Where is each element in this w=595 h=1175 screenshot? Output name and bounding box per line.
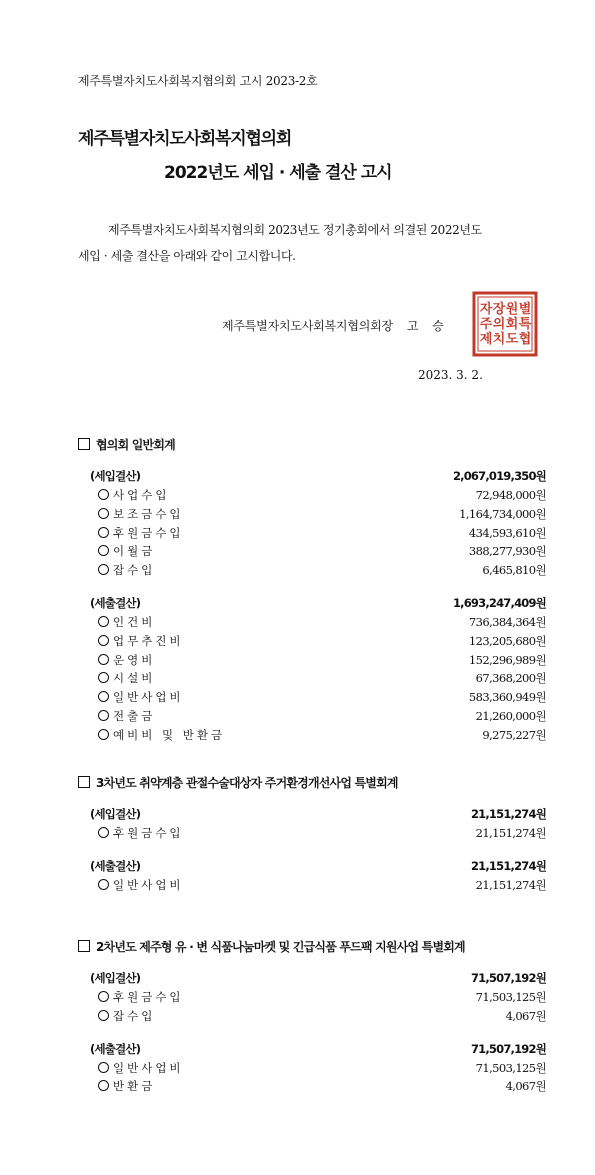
circle-bullet-icon <box>98 710 109 721</box>
line-item-amount: 6,465,810원 <box>482 563 546 578</box>
circle-bullet-icon <box>98 879 109 890</box>
line-item-amount: 72,948,000원 <box>475 488 546 502</box>
circle-bullet-icon <box>98 545 109 556</box>
line-item-amount: 9,275,227원 <box>482 727 546 742</box>
line-item <box>90 614 155 630</box>
line-item-amount: 71,503,125원 <box>475 990 546 1004</box>
line-item-amount: 71,503,125원 <box>475 1060 546 1075</box>
group-label: (세출결산) <box>90 596 141 610</box>
line-item <box>90 525 184 541</box>
seal-char: 회 <box>505 317 519 332</box>
notice-date: 2023. 3. 2. <box>418 368 483 382</box>
line-item-amount: 434,593,610원 <box>468 525 546 540</box>
circle-bullet-icon <box>98 991 109 1002</box>
line-item-label: 반환금 <box>113 1079 156 1094</box>
line-item <box>90 727 225 743</box>
group-total-row <box>90 969 546 987</box>
circle-bullet-icon <box>98 527 109 538</box>
circle-bullet-icon <box>98 672 109 683</box>
seal-char: 의 <box>492 317 506 332</box>
line-item <box>90 1078 155 1094</box>
line-item <box>90 825 184 841</box>
intro-line-2: 세입 · 세출 결산을 아래와 같이 고시합니다. <box>78 249 296 263</box>
line-item-amount: 4,067원 <box>505 1008 546 1023</box>
line-item-row <box>90 486 546 504</box>
seal-char: 주 <box>479 317 493 332</box>
seal-char: 자 <box>479 302 493 317</box>
seal-char: 별 <box>518 302 532 317</box>
circle-bullet-icon <box>98 729 109 740</box>
intro-line-1: 제주특별자치도사회복지협의회 2023년도 정기총회에서 의결된 2022년도 <box>108 223 482 237</box>
line-item-label: 예비비 및 반환금 <box>113 727 226 742</box>
official-seal-icon <box>472 291 538 357</box>
line-item-label: 후원금수입 <box>113 826 184 840</box>
circle-bullet-icon <box>98 635 109 646</box>
circle-bullet-icon <box>98 489 109 500</box>
section-title: 3차년도 취약계층 관절수술대상자 주거환경개선사업 특별회계 <box>96 776 398 790</box>
group-label: (세출결산) <box>90 1041 141 1056</box>
seal-char: 제 <box>479 332 493 347</box>
line-item-amount: 21,151,274원 <box>475 826 546 840</box>
line-item-row <box>90 632 546 650</box>
line-item-label: 시설비 <box>113 671 156 686</box>
circle-bullet-icon <box>98 1010 109 1021</box>
line-item-label: 후원금수입 <box>113 990 184 1004</box>
line-item <box>90 1008 155 1024</box>
line-item <box>90 708 155 724</box>
line-item <box>90 989 184 1005</box>
line-item <box>90 562 155 578</box>
line-item-label: 일반사업비 <box>113 1060 184 1075</box>
line-item-label: 업무추진비 <box>113 633 184 648</box>
circle-bullet-icon <box>98 827 109 838</box>
line-item-row <box>90 1059 546 1077</box>
group-total-row <box>90 467 546 485</box>
line-item-label: 인건비 <box>113 615 156 629</box>
signer-given-name: 승 <box>432 319 444 333</box>
signer-surname: 고 <box>406 319 419 333</box>
line-item-row <box>90 1077 546 1095</box>
line-item-row <box>90 688 546 706</box>
circle-bullet-icon <box>98 654 109 665</box>
line-item-label: 운영비 <box>113 652 156 667</box>
line-item-row <box>90 651 546 669</box>
line-item <box>90 1060 184 1076</box>
signer-title: 제주특별자치도사회복지협의회장 <box>222 319 393 333</box>
checkbox-square-icon <box>78 776 90 788</box>
line-item-row <box>90 707 546 725</box>
section-heading <box>78 774 398 791</box>
group-label: (세출결산) <box>90 858 141 873</box>
line-item-amount: 21,260,000원 <box>475 709 546 723</box>
circle-bullet-icon <box>98 616 109 627</box>
line-item-amount: 152,296,989원 <box>468 652 546 667</box>
circle-bullet-icon <box>98 508 109 519</box>
group-label: (세입결산) <box>90 971 141 985</box>
line-item <box>90 543 155 559</box>
document-title-main: 2022년도 세입 · 세출 결산 고시 <box>164 163 392 183</box>
line-item <box>90 877 184 893</box>
line-item-label: 이월금 <box>113 544 156 559</box>
signer <box>222 317 444 334</box>
line-item <box>90 633 184 649</box>
section-heading <box>78 938 465 955</box>
document-title-organization: 제주특별자치도사회복지협의회 <box>78 129 292 149</box>
line-item-row <box>90 726 546 744</box>
line-item-row <box>90 524 546 542</box>
group-total: 1,693,247,409원 <box>452 596 546 610</box>
seal-char: 원 <box>505 302 519 317</box>
line-item-row <box>90 561 546 579</box>
group-label: (세입결산) <box>90 807 141 821</box>
line-item <box>90 652 155 668</box>
section-title: 협의회 일반회계 <box>96 438 175 452</box>
group-total: 21,151,274원 <box>470 858 546 873</box>
line-item-label: 일반사업비 <box>113 690 184 705</box>
group-total: 71,507,192원 <box>470 1041 546 1056</box>
notice-number: 제주특별자치도사회복지협의회 고시 2023-2호 <box>78 74 318 88</box>
checkbox-square-icon <box>78 940 90 952</box>
line-item <box>90 506 184 522</box>
line-item-row <box>90 505 546 523</box>
circle-bullet-icon <box>98 1062 109 1073</box>
line-item-row <box>90 824 546 842</box>
seal-char: 장 <box>492 302 506 317</box>
section-heading <box>78 436 175 453</box>
section-title: 2차년도 제주형 유 · 변 식품나눔마켓 및 긴급식품 푸드팩 지원사업 특별회계 <box>96 940 465 954</box>
group-total: 21,151,274원 <box>470 807 546 821</box>
seal-char: 특 <box>518 317 532 332</box>
line-item-amount: 67,368,200원 <box>475 671 546 686</box>
line-item-row <box>90 542 546 560</box>
line-item-row <box>90 669 546 687</box>
line-item-row <box>90 876 546 894</box>
line-item-amount: 1,164,734,000원 <box>459 506 546 521</box>
line-item-row <box>90 1007 546 1025</box>
group-total-row <box>90 1040 546 1058</box>
circle-bullet-icon <box>98 564 109 575</box>
line-item-amount: 21,151,274원 <box>475 877 546 892</box>
line-item-label: 일반사업비 <box>113 877 184 892</box>
line-item <box>90 670 155 686</box>
group-total-row <box>90 857 546 875</box>
line-item-amount: 4,067원 <box>505 1079 546 1094</box>
seal-char: 치 <box>492 332 506 347</box>
circle-bullet-icon <box>98 691 109 702</box>
checkbox-square-icon <box>78 438 90 450</box>
line-item-label: 잡수입 <box>113 1008 156 1023</box>
seal-char: 협 <box>518 332 532 347</box>
line-item-amount: 388,277,930원 <box>468 544 546 559</box>
line-item-label: 잡수입 <box>113 563 156 578</box>
seal-char: 도 <box>505 332 519 347</box>
line-item-row <box>90 613 546 631</box>
group-total: 71,507,192원 <box>470 971 546 985</box>
group-total-row <box>90 594 546 612</box>
line-item-label: 사업수입 <box>113 488 170 502</box>
line-item-label: 후원금수입 <box>113 525 184 540</box>
line-item-amount: 583,360,949원 <box>468 690 546 705</box>
circle-bullet-icon <box>98 1080 109 1091</box>
group-label: (세입결산) <box>90 469 141 483</box>
line-item-amount: 123,205,680원 <box>468 633 546 648</box>
group-total: 2,067,019,350원 <box>452 469 546 483</box>
line-item <box>90 689 184 705</box>
line-item-label: 전출금 <box>113 709 156 723</box>
line-item-amount: 736,384,364원 <box>468 615 546 629</box>
group-total-row <box>90 805 546 823</box>
line-item <box>90 487 169 503</box>
line-item-label: 보조금수입 <box>113 506 184 521</box>
line-item-row <box>90 988 546 1006</box>
